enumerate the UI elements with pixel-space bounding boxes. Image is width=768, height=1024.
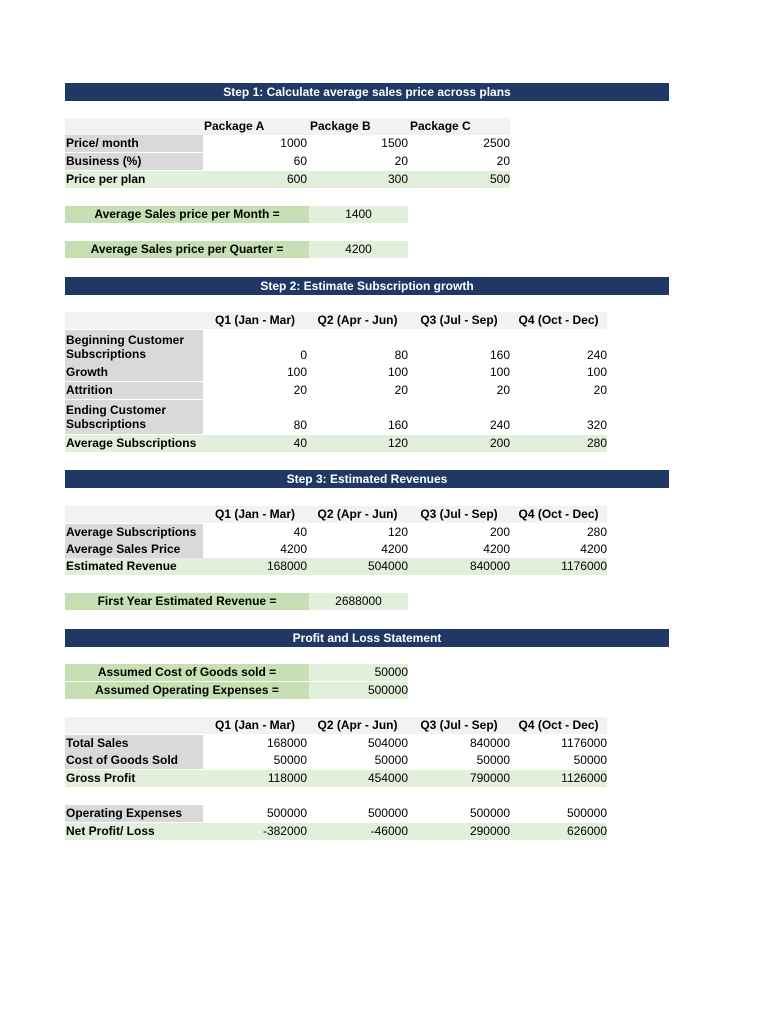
step2-row-label: Attrition [65, 382, 203, 399]
first-year-revenue-label: First Year Estimated Revenue = [65, 593, 309, 610]
pnl-title: Profit and Loss Statement [65, 629, 669, 647]
step2-cell: 20 [394, 383, 408, 397]
pnl-cell: 500000 [266, 806, 307, 820]
step2-cell: 100 [387, 365, 408, 379]
step1-header-package-c: Package C [410, 119, 471, 133]
step3-header-q1: Q1 (Jan - Mar) [214, 507, 295, 521]
step2-cell: 100 [586, 365, 607, 379]
step2-cell: 20 [593, 383, 607, 397]
pnl-row-label: Gross Profit [66, 771, 136, 785]
avg-month-value: 1400 [309, 206, 408, 223]
pnl-header-q1: Q1 (Jan - Mar) [214, 718, 295, 732]
step2-header-q2: Q2 (Apr - Jun) [317, 313, 398, 327]
step2-row-label-line1: Beginning Customer [66, 333, 185, 347]
step2-cell: 280 [586, 436, 607, 450]
step2-row-label-line2: Subscriptions [66, 347, 147, 361]
step1-header-package-a: Package A [204, 119, 265, 133]
cogs-assumption-value: 50000 [309, 664, 408, 681]
pnl-cell: -382000 [262, 824, 307, 838]
step3-cell: 200 [489, 525, 510, 539]
pnl-header-q3: Q3 (Jul - Sep) [420, 718, 498, 732]
pnl-cell: -46000 [370, 824, 408, 838]
cogs-assumption-label: Assumed Cost of Goods sold = [65, 664, 309, 681]
avg-month-label: Average Sales price per Month = [65, 206, 309, 223]
step2-cell: 80 [394, 348, 408, 362]
pnl-row-label: Cost of Goods Sold [65, 752, 203, 769]
pnl-cell: 790000 [469, 771, 510, 785]
step3-cell: 40 [293, 525, 307, 539]
pnl-cell: 626000 [566, 824, 607, 838]
step3-cell: 4200 [381, 542, 408, 556]
pnl-cell: 500000 [367, 806, 408, 820]
pnl-cell: 118000 [267, 771, 307, 785]
step2-cell: 200 [489, 436, 510, 450]
pnl-cell: 50000 [573, 753, 607, 767]
pnl-cell: 50000 [476, 753, 510, 767]
step2-cell: 20 [293, 383, 307, 397]
step2-cell: 120 [387, 436, 408, 450]
step2-cell: 320 [586, 418, 607, 432]
step3-cell: 168000 [266, 559, 307, 573]
step2-cell: 160 [489, 348, 510, 362]
step1-row-label: Price/ month [65, 135, 203, 152]
step3-cell: 504000 [367, 559, 408, 573]
pnl-cell: 500000 [469, 806, 510, 820]
step2-cell: 40 [293, 436, 307, 450]
step2-cell: 20 [496, 383, 510, 397]
opex-assumption-label: Assumed Operating Expenses = [65, 682, 309, 699]
pnl-cell: 1176000 [561, 736, 607, 750]
pnl-header-q4: Q4 (Oct - Dec) [518, 718, 599, 732]
pnl-header-q2: Q2 (Apr - Jun) [317, 718, 398, 732]
step3-cell: 280 [586, 525, 607, 539]
step3-row-label: Average Sales Price [65, 541, 203, 558]
step1-cell: 20 [394, 154, 408, 168]
step3-cell: 4200 [483, 542, 510, 556]
step2-cell: 100 [489, 365, 510, 379]
step1-cell: 1000 [280, 136, 307, 150]
pnl-cell: 168000 [266, 736, 307, 750]
step1-cell: 500 [489, 172, 510, 186]
step2-row-label: Average Subscriptions [66, 436, 197, 450]
step1-cell: 300 [387, 172, 408, 186]
pnl-cell: 500000 [566, 806, 607, 820]
step2-cell: 240 [489, 418, 510, 432]
step3-row-label: Average Subscriptions [65, 524, 203, 541]
step3-header-q4: Q4 (Oct - Dec) [518, 507, 599, 521]
step3-header-q2: Q2 (Apr - Jun) [317, 507, 398, 521]
step2-cell: 100 [286, 365, 307, 379]
step2-row-label-line1: Ending Customer [66, 403, 167, 417]
step2-title: Step 2: Estimate Subscription growth [65, 277, 669, 295]
step2-cell: 160 [387, 418, 408, 432]
pnl-cell: 840000 [469, 736, 510, 750]
step1-row-label: Price per plan [66, 172, 146, 186]
step3-cell: 4200 [580, 542, 607, 556]
pnl-row-label: Total Sales [65, 735, 203, 752]
step2-header-q4: Q4 (Oct - Dec) [518, 313, 599, 327]
step3-cell: 120 [387, 525, 408, 539]
pnl-cell: 290000 [469, 824, 510, 838]
pnl-cell: 50000 [273, 753, 307, 767]
pnl-cell: 454000 [367, 771, 408, 785]
step1-cell: 20 [496, 154, 510, 168]
step1-cell: 1500 [381, 136, 408, 150]
step3-cell: 1176000 [561, 559, 607, 573]
step1-header-package-b: Package B [310, 119, 371, 133]
step1-cell: 600 [286, 172, 307, 186]
step3-cell: 840000 [469, 559, 510, 573]
step3-cell: 4200 [280, 542, 307, 556]
opex-assumption-value: 500000 [309, 682, 408, 699]
avg-quarter-value: 4200 [309, 241, 408, 258]
step1-row-label: Business (%) [65, 153, 203, 170]
pnl-cell: 1126000 [561, 771, 607, 785]
avg-quarter-label: Average Sales price per Quarter = [65, 241, 309, 258]
first-year-revenue-value: 2688000 [309, 593, 408, 610]
step3-row-label: Estimated Revenue [66, 559, 177, 573]
step2-cell: 0 [300, 348, 307, 362]
step3-title: Step 3: Estimated Revenues [65, 470, 669, 488]
step1-title: Step 1: Calculate average sales price across plans [65, 83, 669, 101]
pnl-row-label: Operating Expenses [65, 805, 203, 822]
step1-cell: 60 [293, 154, 307, 168]
step3-header-q3: Q3 (Jul - Sep) [420, 507, 498, 521]
pnl-cell: 50000 [374, 753, 408, 767]
pnl-cell: 504000 [367, 736, 408, 750]
step2-row-label-line2: Subscriptions [66, 417, 147, 431]
step2-cell: 240 [586, 348, 607, 362]
step1-cell: 2500 [483, 136, 510, 150]
step2-header-q1: Q1 (Jan - Mar) [214, 313, 295, 327]
step2-cell: 80 [293, 418, 307, 432]
step2-header-q3: Q3 (Jul - Sep) [420, 313, 498, 327]
step2-row-label: Growth [65, 364, 203, 381]
pnl-row-label: Net Profit/ Loss [66, 824, 155, 838]
